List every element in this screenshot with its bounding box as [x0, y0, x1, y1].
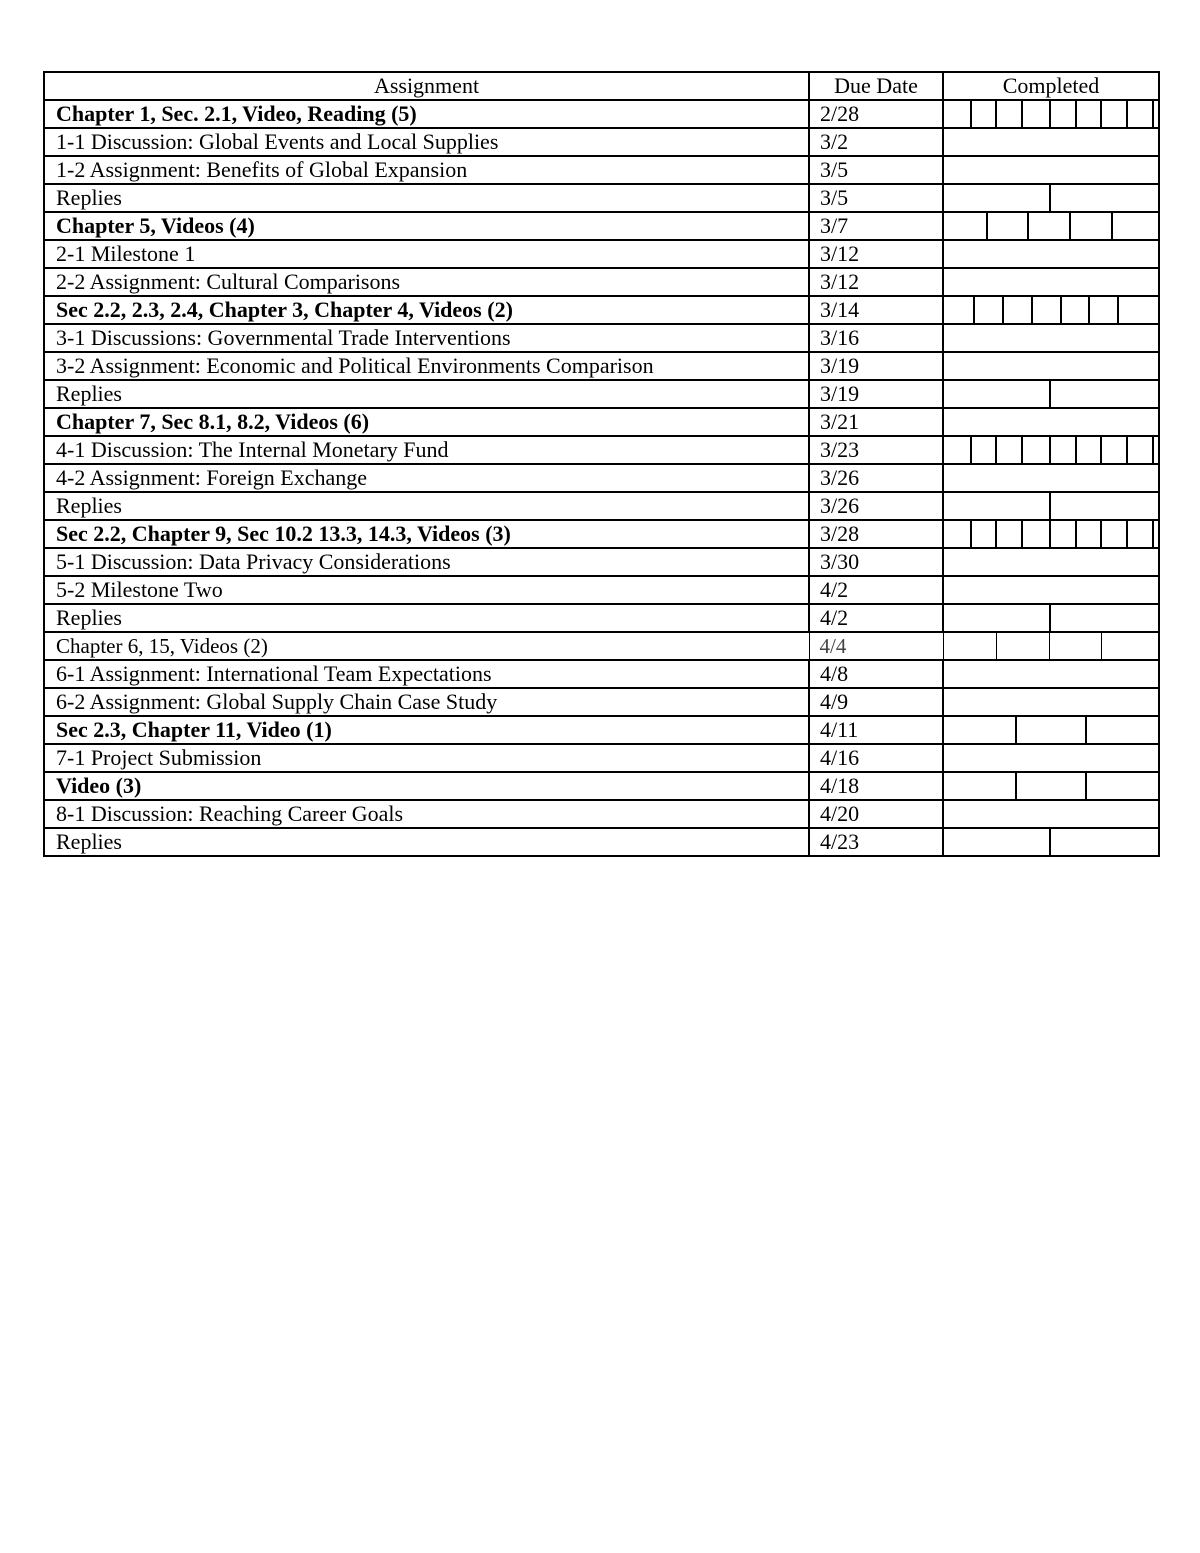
assignment-cell: Replies — [44, 604, 809, 632]
completed-cell[interactable] — [943, 716, 1159, 744]
completion-boxes — [944, 773, 1158, 799]
table-row — [44, 380, 1159, 408]
table-row — [44, 660, 1159, 688]
due-date-cell: 3/19 — [809, 352, 943, 380]
table-row — [44, 604, 1159, 632]
table-row — [44, 800, 1159, 828]
completion-boxes — [944, 297, 1158, 323]
table-row — [44, 548, 1159, 576]
table-row — [44, 744, 1159, 772]
assignment-cell: 6-1 Assignment: International Team Expectations — [44, 660, 809, 688]
assignment-cell: 2-1 Milestone 1 — [44, 240, 809, 268]
completed-cell[interactable] — [943, 492, 1159, 520]
assignment-cell: Video (3) — [44, 772, 809, 800]
table-row — [44, 632, 1159, 660]
assignment-cell: Chapter 1, Sec. 2.1, Video, Reading (5) — [44, 100, 809, 128]
completed-cell[interactable] — [943, 268, 1159, 296]
checkbox-divider — [1049, 185, 1051, 211]
table-row — [44, 436, 1159, 464]
completion-boxes — [944, 465, 1158, 491]
completed-column-header: Completed — [943, 72, 1159, 100]
table-row — [44, 828, 1159, 856]
due-date-cell: 4/18 — [809, 772, 943, 800]
assignment-cell: Replies — [44, 380, 809, 408]
checkbox-divider — [1100, 437, 1102, 463]
checkbox-divider — [1002, 297, 1004, 323]
checkbox-divider — [1069, 213, 1071, 239]
table-row — [44, 268, 1159, 296]
checkbox-divider — [1060, 297, 1062, 323]
table-row — [44, 520, 1159, 548]
assignment-cell: Replies — [44, 828, 809, 856]
checkbox-divider — [1015, 773, 1017, 799]
completed-cell[interactable] — [943, 576, 1159, 604]
completed-cell[interactable] — [943, 128, 1159, 156]
assignment-cell: Chapter 5, Videos (4) — [44, 212, 809, 240]
checkbox-divider — [1100, 521, 1102, 547]
completed-cell[interactable] — [943, 660, 1159, 688]
checkbox-divider — [995, 437, 997, 463]
table-row — [44, 296, 1159, 324]
due-date-cell: 3/7 — [809, 212, 943, 240]
assignment-cell: 4-2 Assignment: Foreign Exchange — [44, 464, 809, 492]
due-date-cell: 3/14 — [809, 296, 943, 324]
assignment-cell: 8-1 Discussion: Reaching Career Goals — [44, 800, 809, 828]
completion-boxes — [944, 101, 1158, 127]
checkbox-divider — [1075, 521, 1077, 547]
checkbox-divider — [1152, 521, 1154, 547]
table-row — [44, 324, 1159, 352]
completed-cell[interactable] — [943, 520, 1159, 548]
table-row — [44, 240, 1159, 268]
table-body — [44, 100, 1159, 856]
completion-boxes — [944, 633, 1159, 659]
due-date-cell: 4/2 — [809, 576, 943, 604]
assignment-cell: Replies — [44, 492, 809, 520]
due-date-cell: 3/21 — [809, 408, 943, 436]
completed-cell[interactable] — [943, 352, 1159, 380]
completed-cell[interactable] — [943, 688, 1159, 716]
completion-boxes — [944, 689, 1158, 715]
completed-cell[interactable] — [943, 408, 1159, 436]
checkbox-divider — [1101, 633, 1102, 659]
completion-boxes — [944, 269, 1158, 295]
checkbox-divider — [995, 521, 997, 547]
due-date-cell: 4/8 — [809, 660, 943, 688]
completed-cell[interactable] — [943, 324, 1159, 352]
completion-boxes — [944, 717, 1158, 743]
assignment-cell: Sec 2.2, 2.3, 2.4, Chapter 3, Chapter 4, Videos (2) — [44, 296, 809, 324]
completed-cell[interactable] — [943, 828, 1159, 856]
checkbox-divider — [1117, 297, 1119, 323]
assignment-cell: 3-2 Assignment: Economic and Political Environments Comparison — [44, 352, 809, 380]
completed-cell[interactable] — [943, 240, 1159, 268]
checkbox-divider — [1049, 381, 1051, 407]
checkbox-divider — [1021, 521, 1023, 547]
table-row — [44, 352, 1159, 380]
completion-boxes — [944, 661, 1158, 687]
completed-cell[interactable] — [943, 380, 1159, 408]
completion-boxes — [944, 353, 1158, 379]
due-date-cell: 3/23 — [809, 436, 943, 464]
completion-boxes — [944, 521, 1158, 547]
due-date-cell: 4/20 — [809, 800, 943, 828]
completed-cell[interactable] — [943, 604, 1159, 632]
completed-cell[interactable] — [943, 772, 1159, 800]
checkbox-divider — [1088, 297, 1090, 323]
checkbox-divider — [1027, 213, 1029, 239]
checkbox-divider — [1126, 521, 1128, 547]
assignment-cell: 7-1 Project Submission — [44, 744, 809, 772]
assignment-cell: 1-1 Discussion: Global Events and Local Supplies — [44, 128, 809, 156]
checkbox-divider — [1049, 101, 1051, 127]
due-date-cell: 3/12 — [809, 268, 943, 296]
assignment-cell: Replies — [44, 184, 809, 212]
checkbox-divider — [1015, 717, 1017, 743]
checkbox-divider — [970, 437, 972, 463]
due-date-cell: 4/23 — [809, 828, 943, 856]
completion-boxes — [944, 129, 1158, 155]
table-row — [44, 492, 1159, 520]
checkbox-divider — [1085, 717, 1087, 743]
completion-boxes — [944, 157, 1158, 183]
completed-cell[interactable] — [943, 296, 1159, 324]
table-row — [44, 100, 1159, 128]
checkbox-divider — [996, 633, 997, 659]
assignment-schedule-table — [43, 71, 1160, 857]
checkbox-divider — [973, 297, 975, 323]
due-date-cell: 3/19 — [809, 380, 943, 408]
table-row — [44, 156, 1159, 184]
due-date-cell: 3/5 — [809, 156, 943, 184]
due-date-column-header: Due Date — [809, 72, 943, 100]
table-row — [44, 716, 1159, 744]
completion-boxes — [944, 325, 1158, 351]
assignment-cell: Chapter 6, 15, Videos (2) — [44, 632, 809, 660]
completed-cell[interactable] — [943, 548, 1159, 576]
assignment-cell: 5-2 Milestone Two — [44, 576, 809, 604]
completed-cell[interactable] — [943, 800, 1159, 828]
checkbox-divider — [1049, 605, 1051, 631]
table-row — [44, 772, 1159, 800]
assignment-cell: Sec 2.3, Chapter 11, Video (1) — [44, 716, 809, 744]
table-row — [44, 464, 1159, 492]
checkbox-divider — [1075, 101, 1077, 127]
assignment-cell: 1-2 Assignment: Benefits of Global Expansion — [44, 156, 809, 184]
table-row — [44, 408, 1159, 436]
checkbox-divider — [970, 521, 972, 547]
table-row — [44, 576, 1159, 604]
checkbox-divider — [1049, 521, 1051, 547]
completed-cell[interactable] — [943, 100, 1159, 128]
due-date-cell: 4/9 — [809, 688, 943, 716]
completed-cell[interactable] — [943, 156, 1159, 184]
assignment-cell: 4-1 Discussion: The Internal Monetary Fund — [44, 436, 809, 464]
completed-cell[interactable] — [943, 744, 1159, 772]
assignment-cell: 2-2 Assignment: Cultural Comparisons — [44, 268, 809, 296]
checkbox-divider — [1049, 829, 1051, 855]
checkbox-divider — [1085, 773, 1087, 799]
checkbox-divider — [1152, 437, 1154, 463]
completion-boxes — [944, 577, 1158, 603]
completed-cell[interactable] — [943, 436, 1159, 464]
assignment-column-header: Assignment — [44, 72, 809, 100]
checkbox-divider — [1126, 101, 1128, 127]
checkbox-divider — [1075, 437, 1077, 463]
checkbox-divider — [995, 101, 997, 127]
table-row — [44, 688, 1159, 716]
due-date-cell: 3/30 — [809, 548, 943, 576]
assignment-cell: 3-1 Discussions: Governmental Trade Interventions — [44, 324, 809, 352]
completion-boxes — [944, 801, 1158, 827]
completion-boxes — [944, 745, 1158, 771]
table-row — [44, 212, 1159, 240]
checkbox-divider — [1152, 101, 1154, 127]
table-row — [44, 184, 1159, 212]
table-row — [44, 128, 1159, 156]
completion-boxes — [944, 549, 1158, 575]
due-date-cell: 3/26 — [809, 492, 943, 520]
completion-boxes — [944, 185, 1158, 211]
completed-cell[interactable] — [943, 212, 1159, 240]
assignment-cell: 6-2 Assignment: Global Supply Chain Case Study — [44, 688, 809, 716]
due-date-cell: 4/11 — [809, 716, 943, 744]
due-date-cell: 2/28 — [809, 100, 943, 128]
checkbox-divider — [1111, 213, 1113, 239]
checkbox-divider — [1100, 101, 1102, 127]
due-date-cell: 3/2 — [809, 128, 943, 156]
assignment-cell: Sec 2.2, Chapter 9, Sec 10.2 13.3, 14.3, Videos (3) — [44, 520, 809, 548]
checkbox-divider — [1049, 633, 1050, 659]
checkbox-divider — [1021, 101, 1023, 127]
due-date-cell: 3/5 — [809, 184, 943, 212]
completion-boxes — [944, 493, 1158, 519]
completion-boxes — [944, 605, 1158, 631]
completed-cell[interactable] — [943, 464, 1159, 492]
completed-cell[interactable] — [943, 632, 1159, 660]
due-date-cell: 3/16 — [809, 324, 943, 352]
due-date-cell: 4/2 — [809, 604, 943, 632]
due-date-cell: 4/4 — [809, 632, 943, 660]
table-header-row — [44, 72, 1159, 100]
checkbox-divider — [1049, 437, 1051, 463]
due-date-cell: 3/26 — [809, 464, 943, 492]
checkbox-divider — [1021, 437, 1023, 463]
completion-boxes — [944, 241, 1158, 267]
due-date-cell: 3/28 — [809, 520, 943, 548]
completion-boxes — [944, 437, 1158, 463]
checkbox-divider — [1031, 297, 1033, 323]
completed-cell[interactable] — [943, 184, 1159, 212]
checkbox-divider — [1126, 437, 1128, 463]
checkbox-divider — [986, 213, 988, 239]
completion-boxes — [944, 829, 1158, 855]
completion-boxes — [944, 409, 1158, 435]
completion-boxes — [944, 213, 1158, 239]
assignment-cell: 5-1 Discussion: Data Privacy Considerations — [44, 548, 809, 576]
checkbox-divider — [1049, 493, 1051, 519]
assignment-cell: Chapter 7, Sec 8.1, 8.2, Videos (6) — [44, 408, 809, 436]
due-date-cell: 4/16 — [809, 744, 943, 772]
completion-boxes — [944, 381, 1158, 407]
checkbox-divider — [970, 101, 972, 127]
due-date-cell: 3/12 — [809, 240, 943, 268]
